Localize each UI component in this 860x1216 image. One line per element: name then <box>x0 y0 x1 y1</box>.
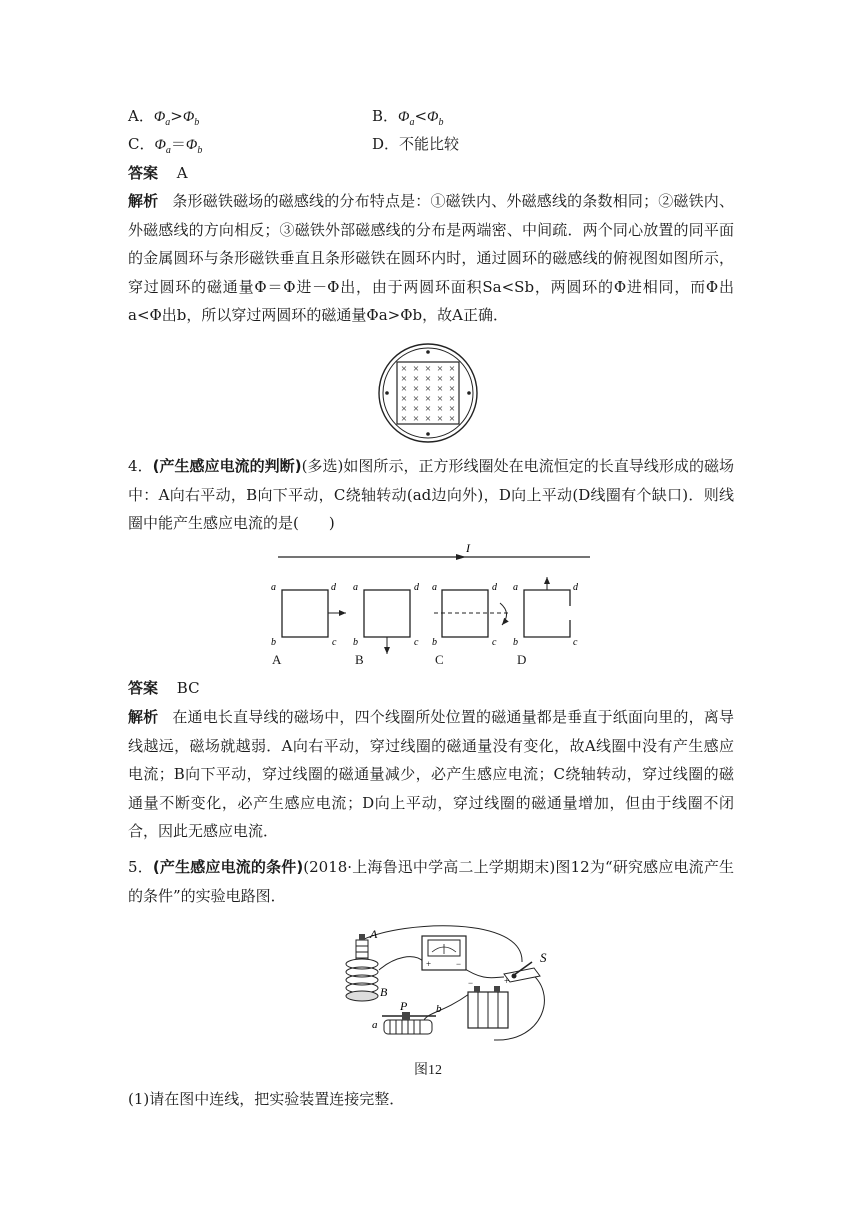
coil-a <box>271 582 346 648</box>
field-cross-mark: × <box>400 373 408 385</box>
svg-text:B: B <box>380 985 388 999</box>
svg-text:P: P <box>400 999 408 1013</box>
svg-text:d: d <box>573 582 578 593</box>
analysis-label: 解析 <box>128 192 159 210</box>
battery <box>468 976 509 1028</box>
svg-text:c: c <box>492 637 497 648</box>
field-cross-mark: × <box>424 403 432 415</box>
option-c: C．$\Phi_a=\Phi_b$ <box>128 135 203 156</box>
field-cross-mark: × <box>448 413 456 425</box>
svg-text:a: a <box>353 582 358 593</box>
figure-12-caption: 图12 <box>414 1063 442 1078</box>
q5-sub1: (1)请在图中连线，把实验装置连接完整． <box>128 1090 405 1108</box>
svg-text:a: a <box>432 582 437 593</box>
ring-flux-figure <box>378 343 478 443</box>
analysis-text: 条形磁铁磁场的磁感线的分布特点是：①磁铁内、外磁感线的条数相同；②磁铁内、外磁感线的方向相反；③磁铁外部磁感线的分布是两端密、中间疏．两个同心放置的同平面的金属圆环与条形磁铁垂直且条形磁铁在圆环内时，通过圆环的磁感线的俯视图如图所示，穿过圆环的磁通量Φ＝Φ进－Φ出，由于两圆环面积Sa<Sb，两圆环的Φ进相同，而Φ出a<Φ出b，所以穿过两圆环的磁通量Φa>Φb，故A正确． <box>128 192 734 324</box>
field-cross-mark: × <box>436 383 444 395</box>
q4-analysis <box>128 703 734 849</box>
svg-text:+: + <box>426 959 432 969</box>
coil-a-device <box>356 927 378 962</box>
field-cross-mark: × <box>412 383 420 395</box>
svg-text:d: d <box>331 582 336 593</box>
rheostat <box>372 999 442 1034</box>
field-cross-mark: × <box>400 383 408 395</box>
svg-text:b: b <box>432 637 437 648</box>
coil-b <box>353 582 420 654</box>
field-cross-mark: × <box>436 393 444 405</box>
svg-text:+: + <box>504 976 510 986</box>
field-cross-mark: × <box>436 413 444 425</box>
field-cross-mark: × <box>424 373 432 385</box>
switch-s <box>504 950 547 982</box>
svg-text:a: a <box>372 1019 378 1031</box>
coil-d <box>513 577 579 648</box>
analysis-text: 在通电长直导线的磁场中，四个线圈所处位置的磁通量都是垂直于纸面向里的，离导线越远，磁场就越弱．A向右平动，穿过线圈的磁通量没有变化，故A线圈中没有产生感应电流；B向下平动，穿过线圈的磁通量减少，必产生感应电流；C绕轴转动，穿过线圈的磁通量不断变化，必产生感应电流；D向上平动，穿过线圈的磁通量增加，但由于线圈不闭合，因此无感应电流． <box>128 708 734 840</box>
svg-text:d: d <box>414 582 419 593</box>
field-cross-mark: × <box>424 383 432 395</box>
q4-answer <box>128 678 200 698</box>
caption-c: C <box>435 652 444 667</box>
field-cross-mark: × <box>436 363 444 375</box>
q4-tag: (产生感应电流的判断) <box>152 457 302 475</box>
q4-stem-text: (多选)如图所示，正方形线圈处在电流恒定的长直导线形成的磁场中：A向右平动，B向下平动，C绕轴转动(ad边向外)，D向上平动(D线圈有个缺口)．则线圈中能产生感应电流的是( ) <box>128 457 734 532</box>
q3-analysis <box>128 187 734 333</box>
cross-grid <box>401 363 455 425</box>
field-cross-mark: × <box>412 363 420 375</box>
option-d: D．不能比较 <box>372 135 460 153</box>
field-cross-mark: × <box>424 393 432 405</box>
svg-text:d: d <box>492 582 497 593</box>
q5-number: 5． <box>128 858 153 876</box>
current-arrow-icon <box>456 554 466 560</box>
field-cross-mark: × <box>436 373 444 385</box>
q5-tag: (产生感应电流的条件) <box>152 858 304 876</box>
field-cross-mark: × <box>400 393 408 405</box>
svg-text:b: b <box>353 637 358 648</box>
galvanometer <box>422 936 466 970</box>
field-cross-mark: × <box>448 383 456 395</box>
field-cross-mark: × <box>400 403 408 415</box>
analysis-label: 解析 <box>128 708 159 726</box>
caption-d: D <box>517 652 527 667</box>
svg-text:a: a <box>271 582 276 593</box>
answer-label: 答案 <box>128 164 159 182</box>
svg-text:c: c <box>332 637 337 648</box>
field-cross-mark: × <box>424 413 432 425</box>
q4-number: 4． <box>128 457 153 475</box>
coil-c <box>432 582 511 648</box>
experiment-circuit-figure <box>344 922 564 1052</box>
option-b: B．$\Phi_a<\Phi_b$ <box>372 107 444 128</box>
svg-text:a: a <box>513 582 518 593</box>
svg-text:A: A <box>370 927 378 941</box>
current-label: I <box>466 541 470 555</box>
field-cross-mark: × <box>436 403 444 415</box>
field-cross-mark: × <box>448 393 456 405</box>
field-cross-mark: × <box>412 373 420 385</box>
svg-text:−: − <box>468 978 474 988</box>
svg-text:c: c <box>414 637 419 648</box>
answer-value: BC <box>176 679 200 697</box>
q3-answer <box>128 163 188 183</box>
svg-text:b: b <box>271 637 276 648</box>
field-cross-mark: × <box>400 363 408 375</box>
field-cross-mark: × <box>448 373 456 385</box>
svg-text:c: c <box>573 637 578 648</box>
q5-stem-text: (2018·上海鲁迅中学高二上学期期末)图12为“研究感应电流产生的条件”的实验电路图． <box>128 858 735 905</box>
svg-text:b: b <box>436 1003 442 1015</box>
field-cross-mark: × <box>412 403 420 415</box>
caption-a: A <box>272 652 282 667</box>
svg-text:−: − <box>456 959 462 969</box>
caption-b: B <box>355 652 364 667</box>
option-a: A．$\Phi_a>\Phi_b$ <box>128 107 200 128</box>
coil-b-device <box>346 959 388 1001</box>
field-cross-mark: × <box>448 363 456 375</box>
svg-text:b: b <box>513 637 518 648</box>
field-cross-mark: × <box>412 393 420 405</box>
field-cross-mark: × <box>412 413 420 425</box>
square-coils-figure <box>266 541 596 665</box>
field-cross-mark: × <box>424 363 432 375</box>
field-cross-mark: × <box>448 403 456 415</box>
q4-stem <box>128 452 734 538</box>
svg-text:S: S <box>540 950 547 965</box>
answer-value: A <box>176 164 188 182</box>
field-cross-mark: × <box>400 413 408 425</box>
answer-label: 答案 <box>128 679 159 697</box>
q5-stem <box>128 853 734 913</box>
